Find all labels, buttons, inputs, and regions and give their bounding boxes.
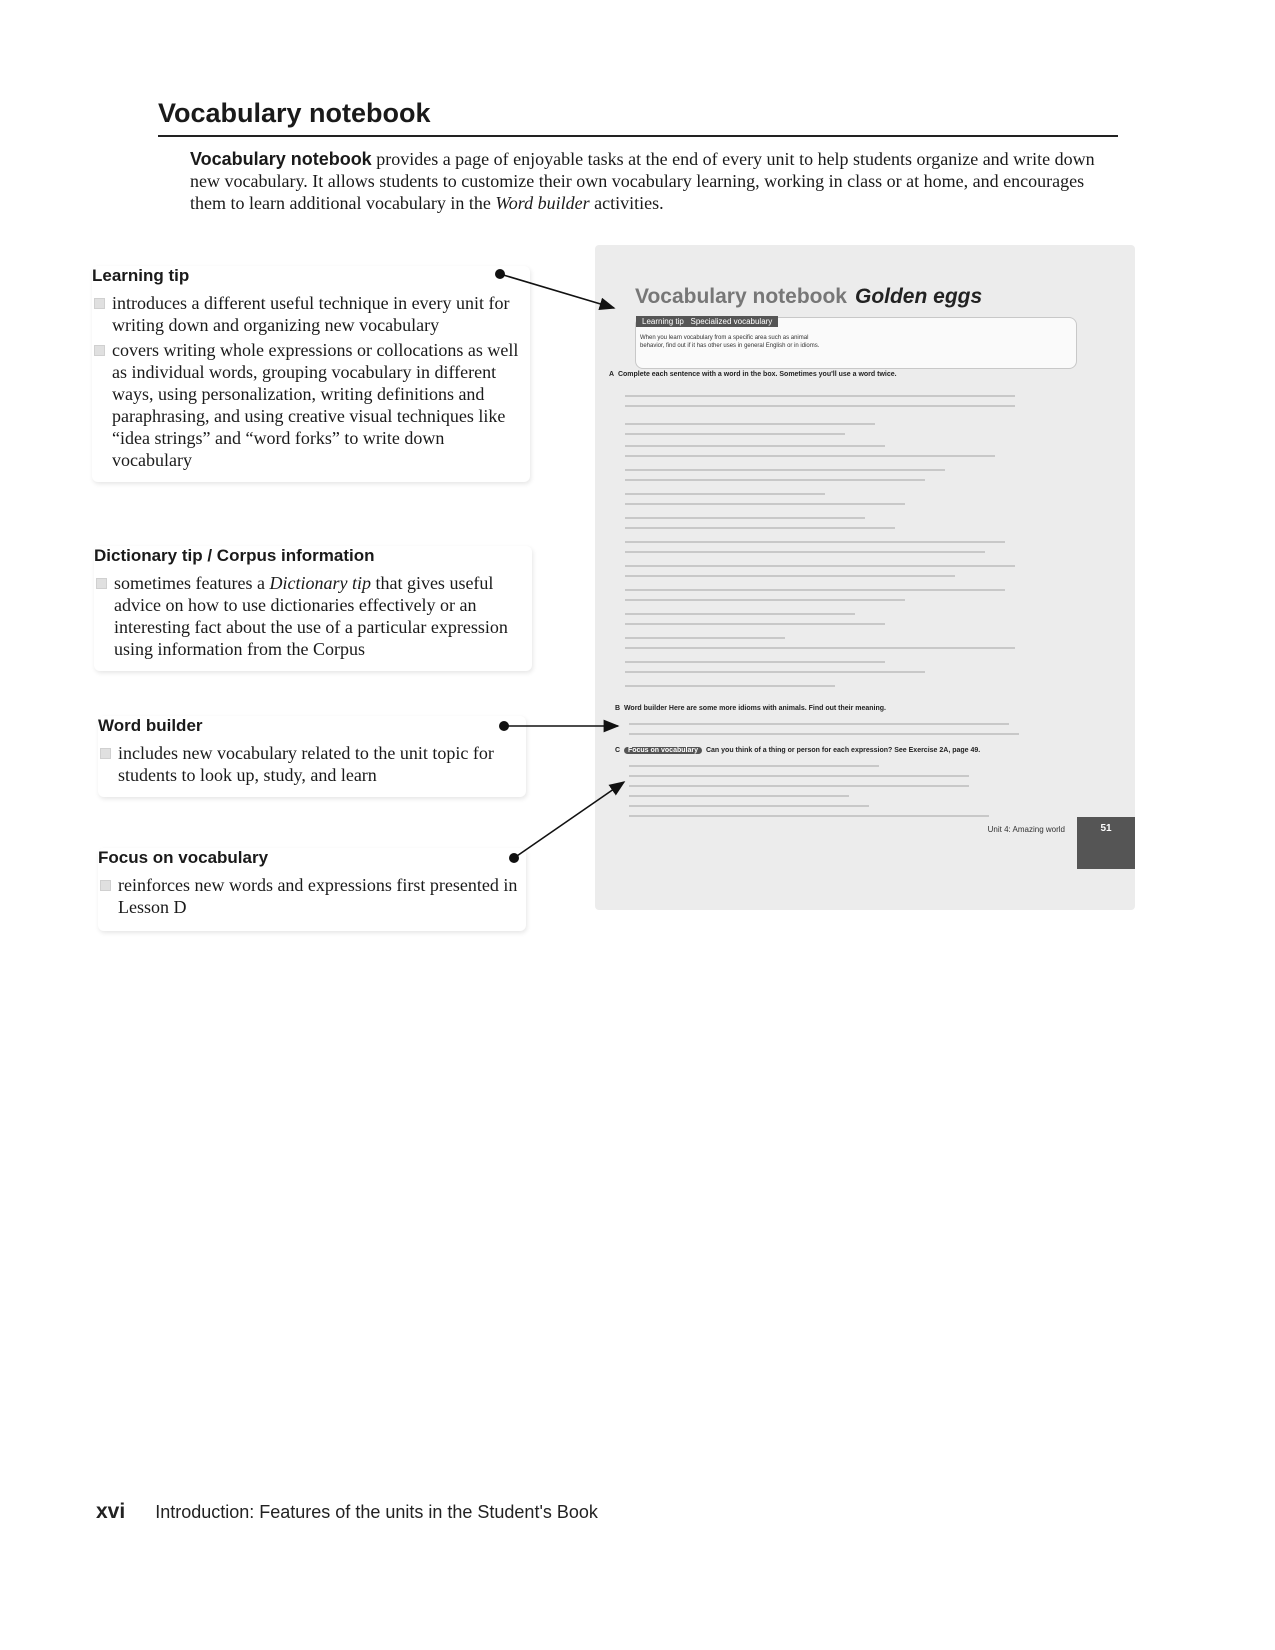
intro-emphasis: Word builder [495, 193, 590, 213]
thumbnail-tip-label: Learning tip Specialized vocabulary [636, 316, 778, 327]
list-item: includes new vocabulary related to the unit topic for students to look up, study, and learn [98, 742, 518, 786]
thumbnail-section-a: A Complete each sentence with a word in the box. Sometimes you'll use a word twice. [609, 371, 897, 378]
focus-on-vocabulary-title: Focus on vocabulary [98, 848, 269, 867]
footer-text: Introduction: Features of the units in the Student's Book [155, 1502, 598, 1522]
list-item: sometimes features a Dictionary tip that gives useful advice on how to use dictionaries effectively or an interesting fact about the use of a particular expression using information from the Corpus [94, 572, 524, 660]
thumbnail-page-number: 51 [1077, 817, 1135, 869]
learning-tip-title: Learning tip [92, 266, 190, 285]
page-footer [96, 1500, 598, 1524]
thumbnail-section-b: B Word builder Here are some more idioms with animals. Find out their meaning. [615, 705, 886, 712]
focus-on-vocabulary-arrow [509, 782, 624, 863]
list-item: covers writing whole expressions or collocations as well as individual words, grouping vocabulary in different ways, using personalization, writing definitions and paraphrasing, and using creative visual techniques like “idea strings” and “word forks” to write down vocabulary [92, 339, 522, 471]
thumbnail-tip-text: When you learn vocabulary from a specific area such as animal behavior, find out if it has other uses in general English or in idioms. [640, 335, 820, 349]
intro-lead: Vocabulary notebook [190, 149, 372, 169]
list-item: reinforces new words and expressions first presented in Lesson D [98, 874, 518, 918]
learning-tip-arrow [495, 269, 614, 308]
page-title: Vocabulary notebook [158, 98, 1118, 137]
word-builder-title: Word builder [98, 716, 203, 735]
page-number: xvi [96, 1500, 126, 1523]
dictionary-tip-title: Dictionary tip / Corpus information [94, 546, 375, 565]
thumbnail-title: Vocabulary notebook Golden eggs [635, 285, 983, 308]
word-builder-arrow [499, 721, 618, 731]
intro-text-b: activities. [589, 193, 664, 213]
intro-text-a: provides a page of enjoyable tasks at the end of every unit to help students organize and write down new vocabulary. It allows students to customize their own vocabulary learning, working in class or at home, and encourages them to learn additional vocabulary in the [190, 149, 1095, 213]
thumbnail-section-c: C Focus on vocabulary Can you think of a thing or person for each expression? See Exercise 2A, page 49. [615, 747, 981, 754]
thumbnail-footer: Unit 4: Amazing world [987, 825, 1065, 834]
list-item: introduces a different useful technique in every unit for writing down and organizing new vocabulary [92, 292, 522, 336]
